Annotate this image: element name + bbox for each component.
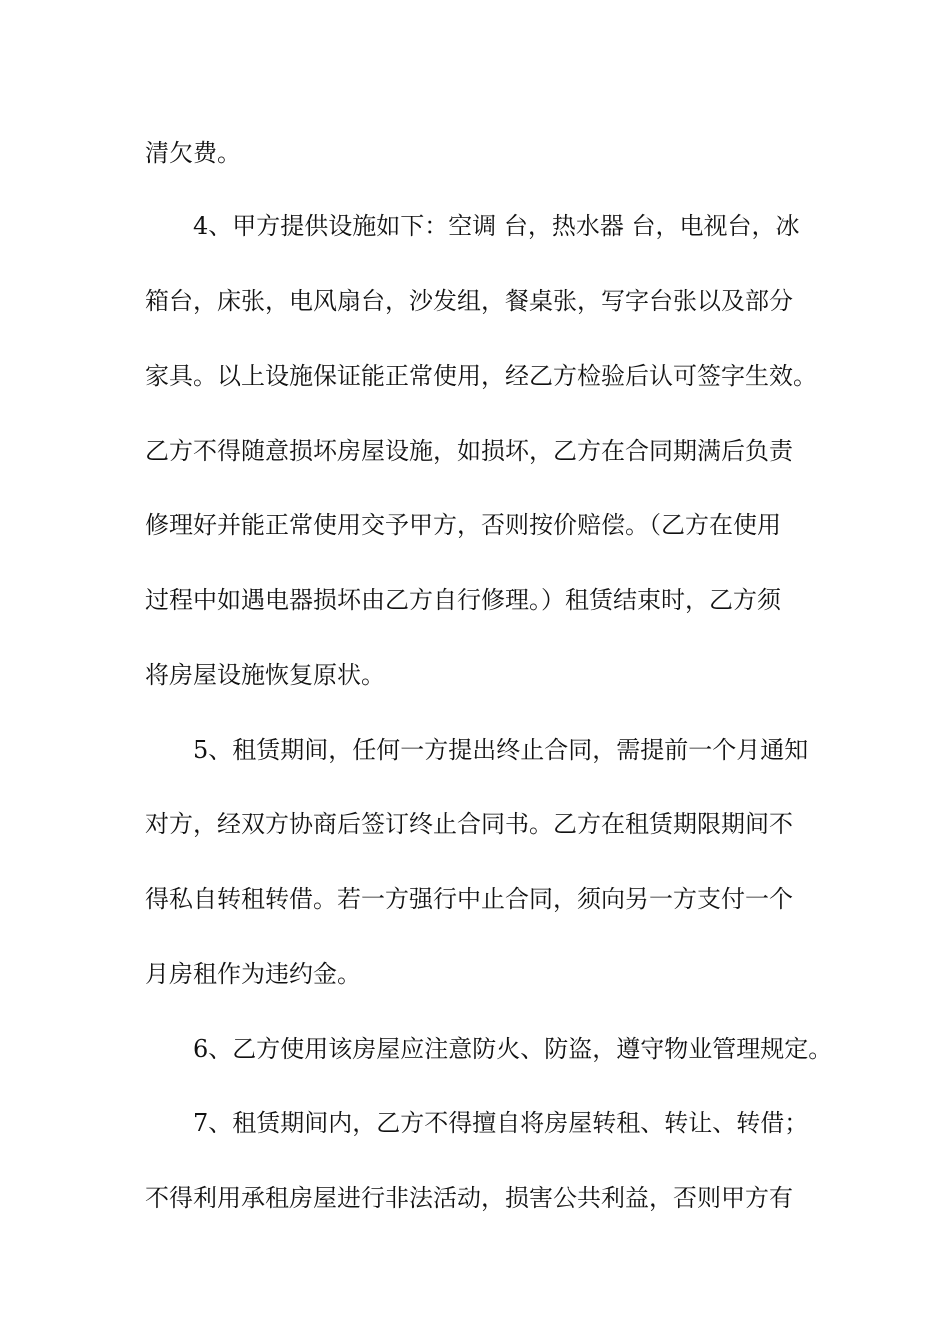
text-line: 7、租赁期间内，乙方不得擅自将房屋转租、转让、转借； xyxy=(145,1109,809,1137)
text-line: 箱台，床张，电风扇台，沙发组，餐桌张，写字台张以及部分 xyxy=(145,287,793,315)
text-line: 得私自转租转借。若一方强行中止合同，须向另一方支付一个 xyxy=(145,885,793,913)
text-line: 不得利用承租房屋进行非法活动，损害公共利益，否则甲方有 xyxy=(145,1184,793,1212)
text-line: 修理好并能正常使用交予甲方，否则按价赔偿。（乙方在使用 xyxy=(145,511,781,539)
text-line: 将房屋设施恢复原状。 xyxy=(145,661,385,689)
text-line: 清欠费。 xyxy=(145,139,241,167)
text-line: 乙方不得随意损坏房屋设施，如损坏，乙方在合同期满后负责 xyxy=(145,437,793,465)
text-line: 6、乙方使用该房屋应注意防火、防盗，遵守物业管理规定。 xyxy=(145,1035,833,1063)
text-line: 对方，经双方协商后签订终止合同书。乙方在租赁期限期间不 xyxy=(145,810,793,838)
text-line: 4、甲方提供设施如下：空调 台，热水器 台，电视台，冰 xyxy=(145,212,800,240)
text-line: 5、租赁期间，任何一方提出终止合同，需提前一个月通知 xyxy=(145,736,809,764)
text-line: 家具。以上设施保证能正常使用，经乙方检验后认可签字生效。 xyxy=(145,362,817,390)
text-line: 月房租作为违约金。 xyxy=(145,960,361,988)
text-line: 过程中如遇电器损坏由乙方自行修理。）租赁结束时，乙方须 xyxy=(145,586,781,614)
